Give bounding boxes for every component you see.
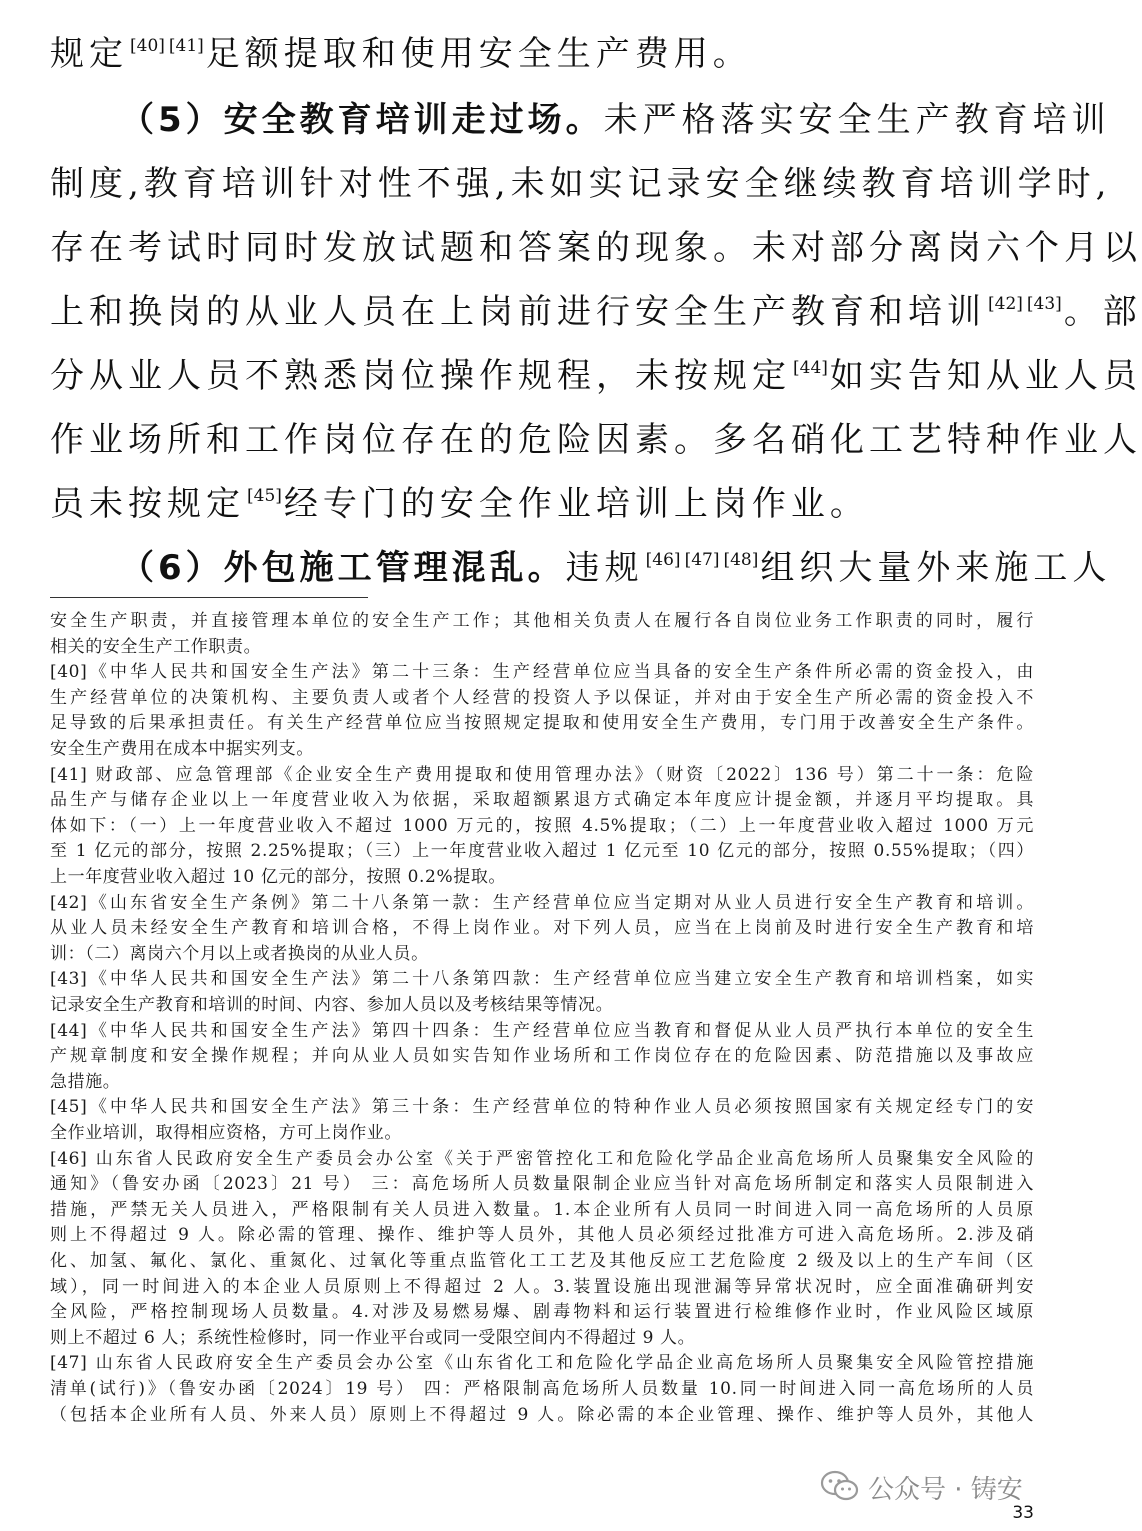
- footnote-line: [46] 山东省人民政府安全生产委员会办公室《关于严密管控化工和危险化学品企业高危场所人员聚集安全风险的: [50, 1148, 1034, 1169]
- footnote-ref: [45]: [247, 486, 282, 506]
- body-text: 分从业人员不熟悉岗位操作规程，未按规定: [50, 356, 791, 396]
- footnote-line: [43]《中华人民共和国安全生产法》第二十八条第四款：生产经营单位应当建立安全生产教育和培训档案，如实: [50, 969, 1034, 990]
- footnote-line: 全风险，严格控制现场人员数量。4.对涉及易燃易爆、剧毒物料和运行装置进行检维修作业时，作业风险区域原: [50, 1302, 1034, 1323]
- footnote-ref: [42]: [988, 294, 1023, 314]
- footnote-line: （包括本企业所有人员、外来人员）原则上不得超过 9 人。除必需的本企业管理、操作、维护等人员外，其他人: [50, 1404, 1034, 1425]
- footnote-line: 安全生产费用在成本中据实列支。: [50, 739, 314, 759]
- footnote-line: [40]《中华人民共和国安全生产法》第二十三条：生产经营单位应当具备的安全生产条件所必需的资金投入，由: [50, 662, 1034, 683]
- footnote-line: 足导致的后果承担责任。有关生产经营单位应当按照规定提取和使用安全生产费用，专门用于改善安全生产条件。: [50, 713, 1034, 734]
- footnote-line: 生产经营单位的决策机构、主要负责人或者个人经营的投资人予以保证，并对由于安全生产所必需的资金投入不: [50, 687, 1034, 708]
- footnote-line: 清单(试行)》（鲁安办函〔2024〕19 号） 四：严格限制高危场所人员数量 10.同一时间进入同一高危场所的人员: [50, 1379, 1034, 1399]
- body-text: 上和换岗的从业人员在上岗前进行安全生产教育和培训: [50, 292, 986, 332]
- body-line-9: [120, 537, 1112, 599]
- footnote-line: 至 1 亿元的部分，按照 2.25%提取；（三）上一年度营业收入超过 1 亿元至 10 亿元的部分，按照 0.55%提取；（四）: [50, 841, 1034, 862]
- body-line-6: [50, 345, 1142, 407]
- body-text: 未严格落实安全生产教育培训: [603, 100, 1111, 140]
- body-line-5: [50, 281, 1142, 343]
- footnote-line: 通知》（鲁安办函〔2023〕21 号） 三：高危场所人员数量限制企业应当针对高危场所制定和落实人员限制进入: [50, 1174, 1034, 1195]
- footnote-line: [45]《中华人民共和国安全生产法》第三十条：生产经营单位的特种作业人员必须按照国家有关规定经专门的安: [50, 1097, 1034, 1118]
- wechat-watermark: [820, 1467, 1023, 1507]
- section-heading-6: （6）外包施工管理混乱。: [120, 548, 566, 588]
- section-heading-5: （5）安全教育培训走过场。: [120, 100, 604, 140]
- body-line-8: [50, 473, 869, 535]
- body-text: 违规: [565, 548, 644, 588]
- body-text: 规定: [50, 34, 128, 74]
- footnote-line: 上一年度营业收入超过 10 亿元的部分，按照 0.2%提取。: [50, 867, 507, 887]
- footnote-line: 体如下：（一）上一年度营业收入不超过 1000 万元的，按照 4.5%提取；（二）上一年度营业收入超过 1000 万元: [50, 815, 1034, 836]
- body-line-3: 制度,教育培训针对性不强,未如实记录安全继续教育培训学时,: [50, 164, 1112, 204]
- footnote-line: 记录安全生产教育和培训的时间、内容、参加人员以及考核结果等情况。: [50, 995, 614, 1015]
- body-text: 如实告知从业人员: [829, 356, 1142, 396]
- footnote-line: 训：（二）离岗六个月以上或者换岗的从业人员。: [50, 943, 429, 964]
- footnote-line: 产规章制度和安全操作规程；并向从业人员如实告知作业场所和工作岗位存在的危险因素、防范措施以及事故应: [50, 1046, 1034, 1067]
- watermark-text: 公众号 · 铸安: [868, 1474, 1023, 1505]
- footnote-line: 从业人员未经安全生产教育和培训合格，不得上岗作业。对下列人员，应当在上岗前及时进行安全生产教育和培: [50, 918, 1034, 939]
- footnote-line: 则上不超过 6 人；系统性检修时，同一作业平台或同一受限空间内不得超过 9 人。: [50, 1327, 696, 1348]
- footnote-ref: [46]: [645, 550, 681, 570]
- footnote-line: [44]《中华人民共和国安全生产法》第四十四条：生产经营单位应当教育和督促从业人员严执行本单位的安全生: [50, 1020, 1034, 1041]
- page-number: 33: [1012, 1503, 1034, 1523]
- wechat-icon: [820, 1469, 860, 1505]
- footnote-line: 措施，严禁无关人员进入，严格限制有关人员进入数量。1.本企业所有人员同一时间进入同一高危场所的人员原: [50, 1199, 1034, 1220]
- footnote-line: 全作业培训，取得相应资格，方可上岗作业。: [50, 1123, 402, 1143]
- footnote-line: [42]《山东省安全生产条例》第二十八条第一款：生产经营单位应当定期对从业人员进行安全生产教育和培训。: [50, 892, 1034, 913]
- footnote-ref: [48]: [723, 550, 759, 570]
- body-text: 经专门的安全作业培训上岗作业。: [283, 484, 869, 524]
- footnote-line: 品生产与储存企业以上一年度营业收入为依据，采取超额累退方式确定本年度应计提金额，并逐月平均提取。具: [50, 790, 1034, 811]
- body-text: 员未按规定: [50, 484, 245, 524]
- footnote-ref: [40]: [130, 36, 165, 56]
- body-line-1: [50, 23, 752, 85]
- footnote-line: [41] 财政部、应急管理部《企业安全生产费用提取和使用管理办法》（财资〔2022〕136 号）第二十一条：危险: [50, 764, 1034, 785]
- body-line-4: 存在考试时同时发放试题和答案的现象。未对部分离岗六个月以: [50, 228, 1142, 268]
- footnote-line: [47] 山东省人民政府安全生产委员会办公室《山东省化工和危险化学品企业高危场所人员聚集安全风险管控措施: [50, 1353, 1034, 1374]
- footnote-ref: [41]: [168, 36, 204, 56]
- body-text: 足额提取和使用安全生产费用。: [205, 34, 752, 74]
- footnote-line: 则上不得超过 9 人。除必需的管理、操作、维护等人员外，其他人员必须经过批准方可进入高危场所。2.涉及硝: [50, 1225, 1034, 1246]
- footnote-separator: [50, 597, 368, 598]
- footnote-line: 化、加氢、氟化、氯化、重氮化、过氧化等重点监管化工工艺及其他反应工艺危险度 2 级及以上的生产车间（区: [50, 1251, 1034, 1271]
- body-text: 组织大量外来施工人: [760, 548, 1112, 588]
- footnote-ref: [47]: [684, 550, 720, 570]
- footnote-ref: [44]: [793, 358, 828, 378]
- footnote-ref: [43]: [1026, 294, 1062, 314]
- footnote-line: 相关的安全生产工作职责。: [50, 636, 262, 657]
- footnote-line: 域），同一时间进入的本企业人员原则上不得超过 2 人。3.装置设施出现泄漏等异常状况时，应全面准确研判安: [50, 1276, 1034, 1297]
- footnote-line: 急措施。: [50, 1071, 121, 1092]
- footnote-line: 安全生产职责，并直接管理本单位的安全生产工作；其他相关负责人在履行各自岗位业务工作职责的同时，履行: [50, 611, 1034, 631]
- body-line-7: 作业场所和工作岗位存在的危险因素。多名硝化工艺特种作业人: [50, 420, 1142, 460]
- body-text: 。部: [1063, 292, 1142, 332]
- body-line-2: [120, 89, 1111, 151]
